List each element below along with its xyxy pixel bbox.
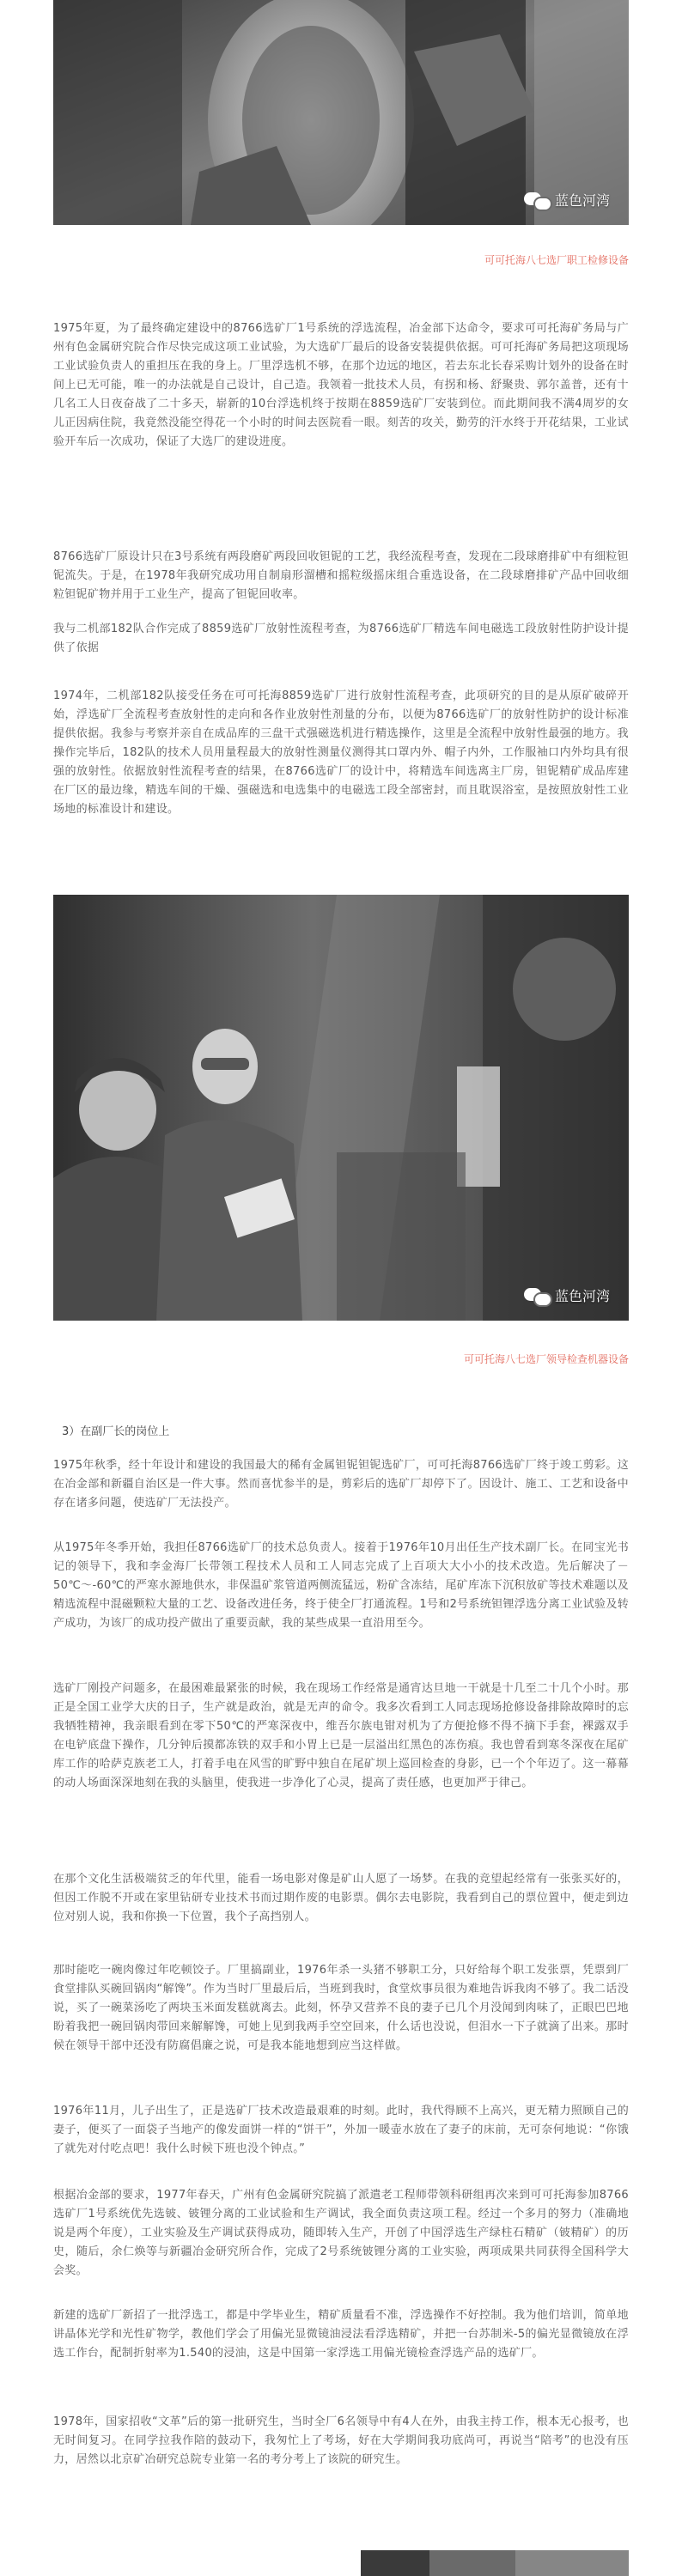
paragraph: 1975年夏，为了最终确定建设中的8766选矿厂1号系统的浮选流程，冶金部下达命令，要求可可托海矿务局与广州有色金属研究院合作尽快完成这项工业试验，为大选矿厂最后的设备安装提供依据。可可托海矿务局把这项现场工业试验负责人的重担压在我的身上。厂里浮选机不够，在那个边远的地区，若去东北长春采购计划外的设备在时间上已无可能，唯一的办法就是自己设计，自己造。我领着一批技术人员，有拐和杨、舒聚贵、郭尔盖普，还有十几名工人日夜奋战了二十多天，崭新的10台浮选机终于按期在8859选矿厂安装到位。而此期间我不满4周岁的女儿正因病住院，我竟然没能空得花一个小时的时间去医院看一眼。刻苦的攻关，勤劳的汗水终于开花结果，工业试验开车后一次成功，保证了大选厂的建设进度。 [53, 322, 629, 448]
paragraph: 新建的选矿厂新招了一批浮选工，都是中学毕业生，精矿质量看不准，浮选操作不好控制。我为他们培训，简单地讲晶体光学和光性矿物学，教他们学会了用偏光显微镜油浸法看浮选精矿，并把一台苏制米-5的偏光显微镜放在浮选工作台，配制折射率为1.540的浸油，这是中国第一家浮选工用偏光镜检查浮选产品的选矿厂。 [53, 2309, 629, 2360]
photo-bottom [361, 2550, 629, 2576]
photo-bottom-image [361, 2550, 629, 2576]
paragraph: 从1975年冬季开始，我担任8766选矿厂的技术总负责人。接着于1976年10月出任生产技术副厂长。在同宝光书记的领导下，我和李金海厂长带领工程技术人员和工人同志完成了上百项大大小小的技术改造。先后解决了－50℃～-60℃的严寒水源地供水，非保温矿浆管道两侧流猛远，粉矿含冻结，尾矿库冻下沉积放矿等技术难题以及精选流程中混磁颗粒大量的工艺、设备改进任务，终于使全厂打通流程。1号和2号系统钽锂浮选分离工业试验及转产成功，为该厂的成功投产做出了重要贡献，我的某些成果一直沿用至今。 [53, 1541, 629, 1630]
paragraph: 1974年，二机部182队接受任务在可可托海8859选矿厂进行放射性流程考查，此项研究的目的是从原矿破碎开始，浮选矿厂全流程考查放射性的走向和各作业放射性剂量的分布，以便为8766选矿厂的放射性防护的设计标准提供依据。我参与考察并亲自在成品库的三盘干式强磁选机进行精选操作，这里是全流程中放射性最强的地方。我操作完毕后，182队的技术人员用量程最大的放射性测量仪测得其口罩内外、帽子内外，工作服袖口内外均具有很强的放射性。依据放射性流程考查的结果，在8766选矿厂的设计中，将精选车间选离主厂房，钽铌精矿成品库建在厂区的最边缘，精选车间的干燥、强磁选和电选集中的电磁选工段全部密封，而且耽误浴室，是按照放射性工业场地的标准设计和建设。 [53, 690, 629, 816]
photo-leader-inspection-image [53, 895, 629, 1321]
photo-watermark [524, 1285, 610, 1305]
watermark-text: 蓝色河湾 [554, 1288, 610, 1304]
photo-leader-inspection [53, 895, 629, 1321]
photo-caption: 可可托海八七选厂职工检修设备 [484, 254, 629, 266]
photo-workers-repair [53, 0, 629, 225]
paragraph: 选矿厂刚投产问题多，在最困难最紧张的时候，我在现场工作经常是通宵达旦地一干就是十几至二十几个小时。那正是全国工业学大庆的日子，生产就是政治，就是无声的命令。我多次看到工人同志现场抢修设备排除故障时的忘我牺牲精神，我亲眼看到在零下50℃的严寒深夜中，维吾尔族电钳对机为了方便抢修不得不摘下手套，裸露双手在电铲底盘下操作，几分钟后摸都冻铁的双手和小胃上已是一层溢出红黑色的冻伤痕。我也曾看到寒冬深夜在尾矿库工作的哈萨克族老工人，打着手电在风雪的旷野中独自在尾矿坝上巡回检查的身影，已一个个年迈了。这一幕幕的动人场面深深地刻在我的头脑里，使我进一步净化了心灵，提高了责任感，也更加严于律己。 [53, 1682, 629, 1789]
photo-watermark [524, 190, 610, 210]
section-heading: 3）在副厂长的岗位上 [62, 1425, 170, 1438]
paragraph: 根据冶金部的要求，1977年春天，广州有色金属研究院搞了派遣老工程师带领科研组再次来到可可托海参加8766选矿厂1号系统优先选铍、铍锂分离的工业试验和生产调试，我全面负责这项工程。经过一个多月的努力（准确地说是两个年度），工业实验及生产调试获得成功，随即转入生产，开创了中国浮选生产绿柱石精矿（铍精矿）的历史，随后，余仁焕等与新疆冶金研究所合作，完成了2号系统铍锂分离的工业实验，两项成果共同获得全国科学大会奖。 [53, 2189, 629, 2277]
paragraph: 我与二机部182队合作完成了8859选矿厂放射性流程考查，为8766选矿厂精选车间电磁选工段放射性防护设计提供了依据 [53, 623, 629, 654]
paragraph: 在那个文化生活极端贫乏的年代里，能看一场电影对像是矿山人愿了一场梦。在我的竞望起经常有一张张买好的，但因工作脱不开或在家里钻研专业技术书而过期作废的电影票。偶尔去电影院，我看到自己的票位置中，便走到边位对别人说，我和你换一下位置，我个子高挡别人。 [53, 1873, 629, 1923]
watermark-text: 蓝色河湾 [554, 192, 610, 209]
photo-caption: 可可托海八七选厂领导检查机器设备 [463, 1353, 629, 1365]
wechat-icon [524, 191, 550, 210]
paragraph: 1978年，国家招收“文革”后的第一批研究生，当时全厂6名领导中有4人在外，由我主持工作，根本无心报考，也无时间复习。在同学拉我作陪的鼓动下，我匆忙上了考场，好在大学期间我功底尚可，再说当“陪考”的也没有压力，居然以北京矿冶研究总院专业第一名的考分考上了该院的研究生。 [53, 2415, 629, 2466]
paragraph: 那时能吃一碗肉像过年吃顿饺子。厂里搞副业，1976年杀一头猪不够职工分，只好给每个职工发张票，凭票到厂食堂排队买碗回锅肉“解馋”。作为当时厂里最后后，当班到我时，食堂炊事员很为难地告诉我肉不够了。我二话没说，买了一碗菜汤吃了两块玉米面发糕就离去。此刻，怀孕又营养不良的妻子已几个月没闻到肉味了，正眼巴巴地盼着我把一碗回锅肉带回来解解馋，可她上见到我两手空空回来，什么话也没说，但泪水一下子就滴了出来。那时候在领导干部中还没有防腐倡廉之说，可是我本能地想到应当这样做。 [53, 1964, 629, 2052]
paragraph: 8766选矿厂原设计只在3号系统有两段磨矿两段回收钽铌的工艺，我经流程考查，发现在二段球磨排矿中有细粒钽铌流失。于是，在1978年我研究成功用自制扇形溜槽和摇粒级摇床组合重选设备，在二段球磨排矿产品中回收细粒钽铌矿物并用于工业生产，提高了钽铌回收率。 [53, 550, 629, 601]
paragraph: 1976年11月，儿子出生了，正是选矿厂技术改造最艰难的时刻。此时，我代得顾不上高兴，更无精力照顾自己的妻子，便买了一面袋子当地产的像发面饼一样的“饼干”，外加一暖壶水放在了妻子的床前，无可奈何地说：“你饿了就先对付吃点吧！我什么时候下班也没个钟点。” [53, 2105, 629, 2155]
wechat-icon [524, 1286, 550, 1305]
paragraph: 1975年秋季，经十年设计和建设的我国最大的稀有金属钽铌钽铌选矿厂，可可托海8766选矿厂终于竣工剪彩。这在冶金部和新疆自治区是一件大事。然而喜忧参半的是，剪彩后的选矿厂却停下了。因设计、施工、工艺和设备中存在诸多问题，使选矿厂无法投产。 [53, 1459, 629, 1510]
